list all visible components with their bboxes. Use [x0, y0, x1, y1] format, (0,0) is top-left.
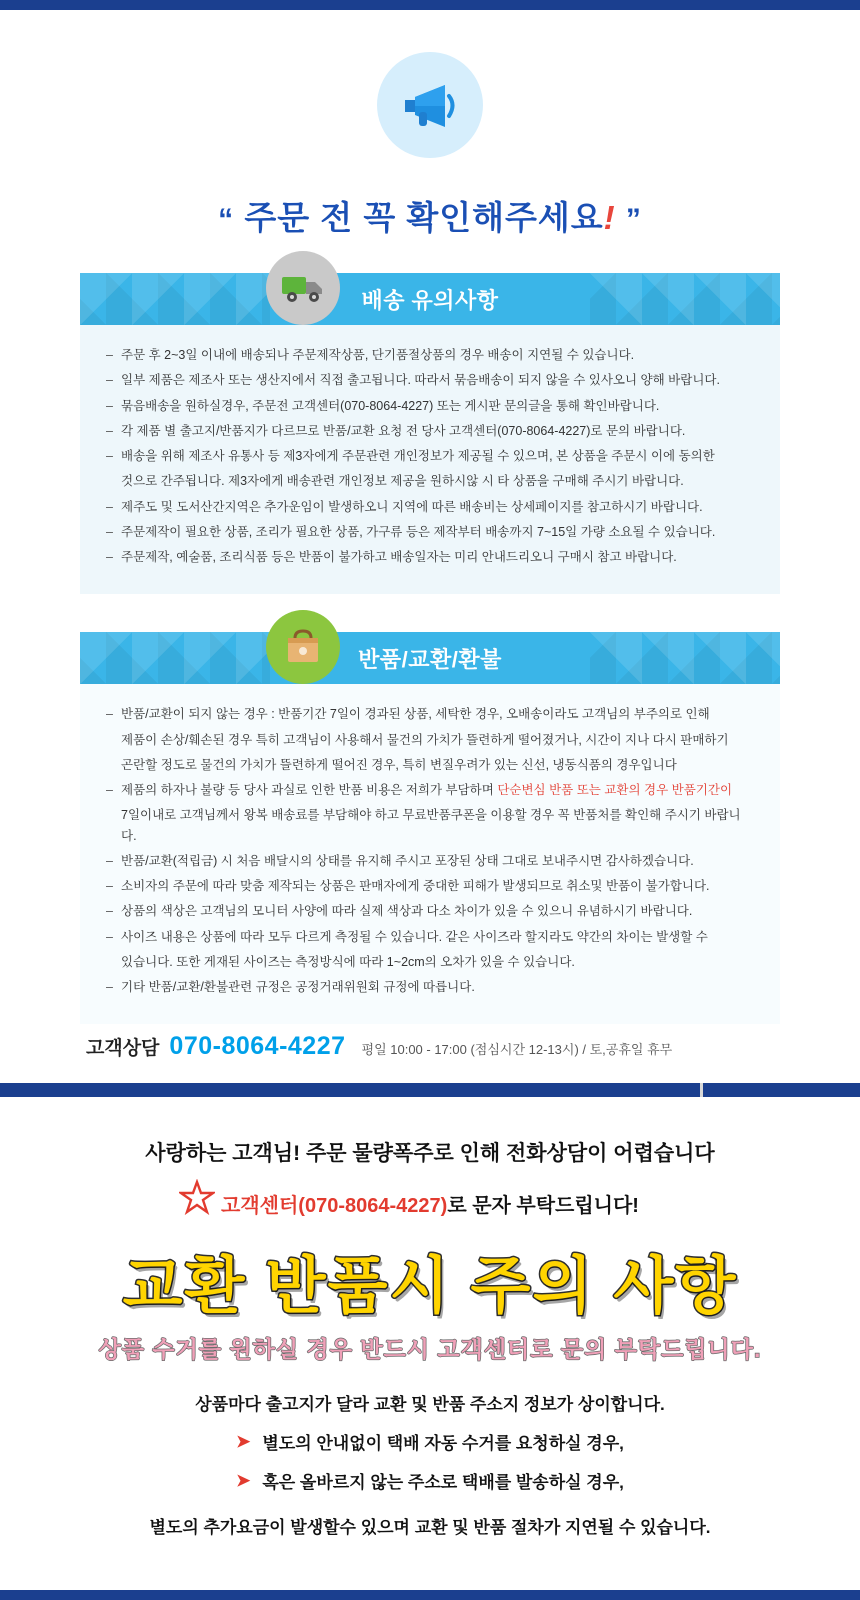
page-title-text: 주문 전 꼭 확인해주세요 [244, 199, 604, 236]
list-item: – 주문제작이 필요한 상품, 조리가 필요한 상품, 가구류 등은 제작부터 배송까지 7~15일 가량 소요될 수 있습니다. [106, 522, 754, 542]
contact-phone[interactable]: 070-8064-4227 [169, 1032, 346, 1061]
list-item: – 묶음배송을 원하실경우, 주문전 고객센터(070-8064-4227) 또는 게시판 문의글을 통해 확인바랍니다. [106, 396, 754, 416]
red-star-icon [179, 1179, 215, 1215]
bottom-navy-bar [0, 1590, 860, 1600]
list-item: – 일부 제품은 제조사 또는 생산지에서 직접 출고됩니다. 따라서 묶음배송이 되지 않을 수 있사오니 양해 바랍니다. [106, 370, 754, 390]
delivery-section [80, 273, 780, 594]
list-item-highlight: 단순변심 반품 또는 교환의 경우 반품기간이 [497, 783, 733, 797]
close-quote: ” [625, 203, 642, 236]
list-item: – 기타 반품/교환/환불관련 규정은 공정거래위원회 규정에 따릅니다. [106, 977, 754, 997]
megaphone-header [0, 10, 860, 158]
notice-paragraph: 상품마다 출고지가 달라 교환 및 반품 주소지 정보가 상이합니다. [195, 1395, 665, 1415]
notice-bullet-2 [0, 1468, 860, 1493]
notice-line-2 [221, 1189, 639, 1218]
list-item: – 반품/교환(적립금) 시 처음 배달시의 상태를 유지해 주시고 포장된 상태 그대로 보내주시면 감사하겠습니다. [106, 851, 754, 871]
arrow-icon: ➤ [236, 1431, 251, 1451]
arrow-icon: ➤ [236, 1470, 251, 1490]
returns-section [80, 632, 780, 1024]
contact-label: 고객상담 [86, 1038, 160, 1060]
list-item: – 상품의 색상은 고객님의 모니터 사양에 따라 실제 색상과 다소 차이가 있을 수 있으니 유념하시기 바랍니다. [106, 901, 754, 921]
list-item: – 주문제작, 예술품, 조리식품 등은 반품이 불가하고 배송일자는 미리 안내드리오니 구매시 참고 바랍니다. [106, 547, 754, 567]
list-item: 있습니다. 또한 게재된 사이즈는 측정방식에 따라 1~2cm의 오차가 있을 수 있습니다. [121, 954, 575, 969]
notice-line-2-rest: 로 문자 부탁드립니다! [447, 1195, 639, 1218]
list-item: – 각 제품 별 출고지/반품지가 다르므로 반품/교환 요청 전 당사 고객센터(070-8064-4227)로 문의 바랍니다. [106, 421, 754, 441]
big-title: 교환 반품시 주의 사항 [122, 1252, 738, 1322]
list-item-text: 제품의 하자나 불량 등 당사 과실로 인한 반품 비용은 저희가 부담하며 [121, 783, 494, 797]
open-quote: “ [218, 203, 235, 236]
top-navy-bar [0, 0, 860, 10]
list-item: 곤란할 정도로 물건의 가치가 뜰련하게 떨어진 경우, 특히 변질우려가 있는 신선, 냉동식품의 경우입니다 [121, 757, 677, 772]
delivery-section-header [80, 273, 780, 325]
customer-contact [80, 1032, 780, 1061]
delivery-section-title: 배송 유의사항 [361, 287, 499, 313]
delivery-truck-icon [280, 271, 326, 305]
megaphone-circle [377, 52, 483, 158]
notice-final-line: 별도의 추가요금이 발생할수 있으며 교환 및 반품 절차가 지연될 수 있습니다. [149, 1518, 711, 1538]
page-title [0, 192, 860, 239]
list-item: – 사이즈 내용은 상품에 따라 모두 다르게 측정될 수 있습니다. 같은 사이즈라 할지라도 약간의 차이는 발생할 수 [106, 927, 754, 947]
lower-notice [0, 1097, 860, 1538]
delivery-section-body [80, 325, 780, 594]
delivery-list [106, 345, 754, 567]
returns-section-header [80, 632, 780, 684]
list-item: – 반품/교환이 되지 않는 경우 : 반품기간 7일이 경과된 상품, 세탁한 경우, 오배송이라도 고객님의 부주의로 인해 [106, 704, 754, 724]
returns-list [106, 704, 754, 997]
list-item: 것으로 간주됩니다. 제3자에게 배송관련 개인정보 제공을 원하시않 시 타 상품을 구매해 주시기 바랍니다. [121, 474, 684, 489]
page-title-exclaim: ! [603, 199, 616, 236]
returns-section-title: 반품/교환/환불 [358, 646, 502, 672]
notice-bullet-2-text: 혹은 올바르지 않는 주소로 택배를 발송하실 경우, [262, 1473, 624, 1493]
notice-bullet-1 [0, 1429, 860, 1454]
list-item: – 배송을 위해 제조사 유통사 등 제3자에게 주문관련 개인정보가 제공될 수 있으며, 본 상품을 주문시 이에 동의한 [106, 446, 754, 466]
notice-highlight: 고객센터(070-8064-4227) [221, 1195, 448, 1218]
list-item: – 주문 후 2~3일 이내에 배송되나 주문제작상품, 단기품절상품의 경우 배송이 지연될 수 있습니다. [106, 345, 754, 365]
big-subtitle: 상품 수거를 원하실 경우 반드시 고객센터로 문의 부탁드립니다. [98, 1336, 762, 1363]
list-item: 7일이내로 고객님께서 왕복 배송료를 부담해야 하고 무료반품쿠폰을 이용할 경우 꼭 반품처를 확인해 주시기 바랍니다. [121, 808, 741, 843]
notice-line-1: 사랑하는 고객님! 주문 물량폭주로 인해 전화상담이 어렵습니다 [145, 1142, 715, 1166]
shopping-bag-icon [282, 626, 324, 668]
list-item: – 제주도 및 도서산간지역은 추가운임이 발생하오니 지역에 따른 배송비는 상세페이지를 참고하시기 바랍니다. [106, 497, 754, 517]
list-item: 제품이 손상/훼손된 경우 특히 고객님이 사용해서 물건의 가치가 뜰련하게 떨어졌거나, 시간이 지나 다시 판매하기 [121, 732, 729, 747]
list-item: – 소비자의 주문에 따라 맞춤 제작되는 상품은 판매자에게 중대한 피해가 발생되므로 취소및 반품이 불가합니다. [106, 876, 754, 896]
notice-bullet-1-text: 별도의 안내없이 택배 자동 수거를 요청하실 경우, [262, 1434, 624, 1454]
megaphone-icon [399, 80, 461, 130]
returns-badge [266, 610, 340, 684]
divider-band [0, 1083, 860, 1097]
contact-hours: 평일 10:00 - 17:00 (점심시간 12-13시) / 토,공휴일 휴무 [361, 1042, 673, 1058]
returns-section-body [80, 684, 780, 1024]
list-item [106, 780, 754, 800]
delivery-badge [266, 251, 340, 325]
